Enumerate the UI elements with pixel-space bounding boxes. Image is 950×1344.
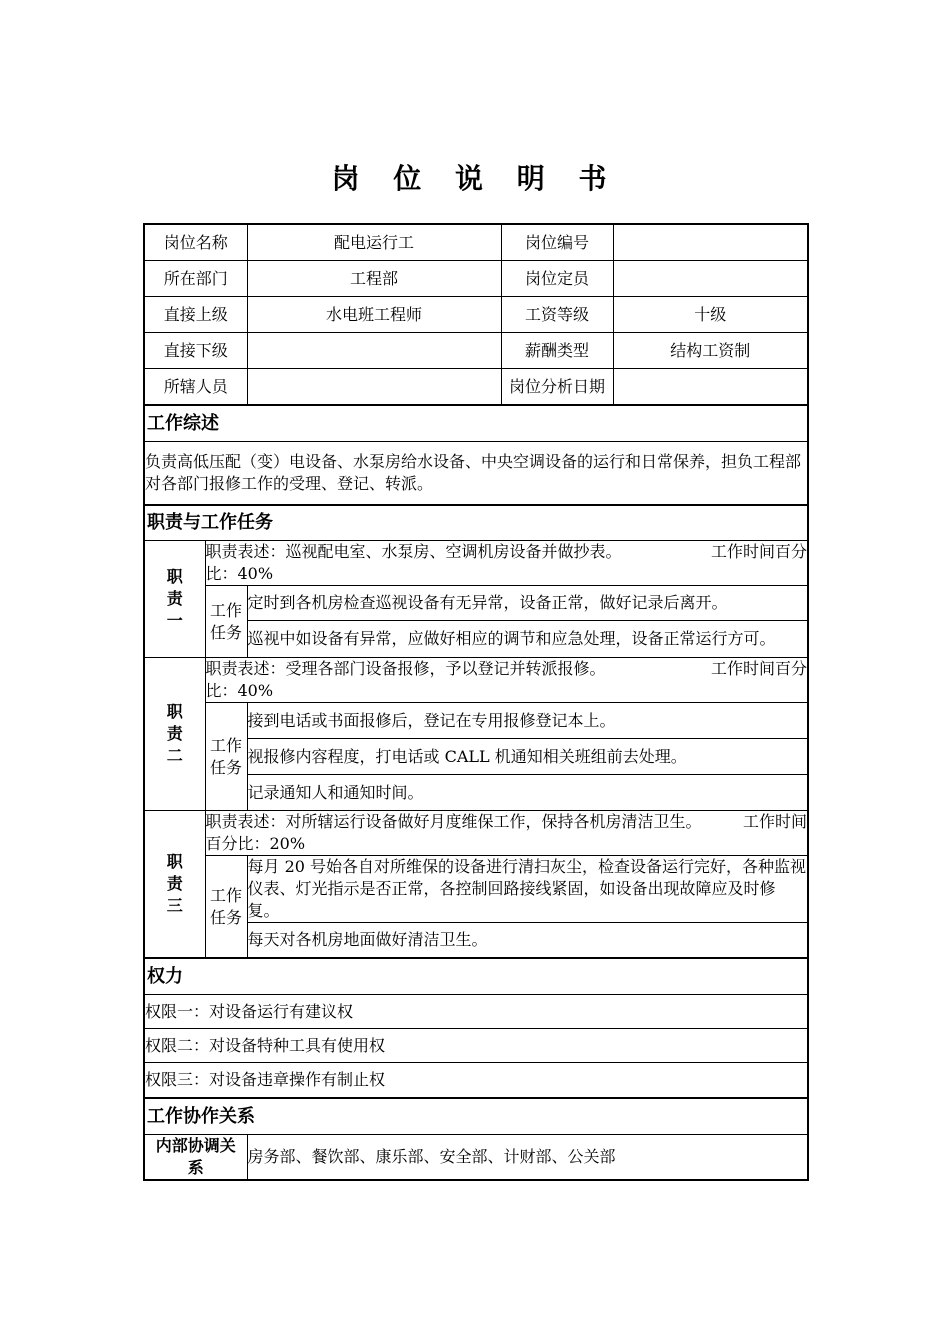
field-value: 结构工资制	[613, 333, 808, 369]
field-value	[247, 333, 501, 369]
basic-row	[144, 261, 808, 297]
section-heading-authority: 权力	[144, 958, 808, 995]
task-item: 视报修内容程度，打电话或 CALL 机通知相关班组前去处理。	[247, 739, 808, 775]
duty-row	[144, 658, 808, 703]
basic-row	[144, 297, 808, 333]
field-value	[613, 369, 808, 406]
field-label: 所辖人员	[144, 369, 247, 406]
task-item: 每天对各机房地面做好清洁卫生。	[247, 923, 808, 959]
field-value: 配电运行工	[247, 224, 501, 261]
field-label: 所在部门	[144, 261, 247, 297]
task-label: 工作 任务	[205, 586, 247, 658]
authority-item: 权限三：对设备违章操作有制止权	[144, 1063, 808, 1099]
section-heading-relations: 工作协作关系	[144, 1098, 808, 1135]
task-item: 接到电话或书面报修后，登记在专用报修登记本上。	[247, 703, 808, 739]
field-value	[613, 224, 808, 261]
task-label: 工作 任务	[205, 856, 247, 959]
duty-description: 职责表述：受理各部门设备报修，予以登记并转派报修。 工作时间百分 比：40%	[205, 658, 808, 703]
field-value: 工程部	[247, 261, 501, 297]
duty-label: 职 责 二	[144, 658, 205, 811]
authority-item: 权限一：对设备运行有建议权	[144, 995, 808, 1029]
field-label: 薪酬类型	[501, 333, 613, 369]
section-heading-summary: 工作综述	[144, 405, 808, 442]
section-heading-duties: 职责与工作任务	[144, 505, 808, 541]
field-label: 岗位名称	[144, 224, 247, 261]
internal-relations-value: 房务部、餐饮部、康乐部、安全部、计财部、公关部	[247, 1135, 808, 1181]
duty-description: 职责表述：巡视配电室、水泵房、空调机房设备并做抄表。 工作时间百分 比：40%	[205, 541, 808, 586]
page-title: 岗 位 说 明 书	[331, 162, 619, 195]
duty-row	[144, 541, 808, 586]
duty-label: 职 责 一	[144, 541, 205, 658]
authority-item: 权限二：对设备特种工具有使用权	[144, 1029, 808, 1063]
internal-relations-label: 内部协调关 系	[144, 1135, 247, 1181]
duty-description: 职责表述：对所辖运行设备做好月度维保工作，保持各机房清洁卫生。 工作时间 百分比：20%	[205, 811, 808, 856]
field-label: 岗位定员	[501, 261, 613, 297]
field-label: 岗位分析日期	[501, 369, 613, 406]
job-description-table	[143, 223, 809, 1181]
field-label: 岗位编号	[501, 224, 613, 261]
basic-row	[144, 369, 808, 406]
basic-row	[144, 333, 808, 369]
task-item: 定时到各机房检查巡视设备有无异常，设备正常，做好记录后离开。	[247, 586, 808, 621]
task-item: 记录通知人和通知时间。	[247, 775, 808, 811]
field-label: 工资等级	[501, 297, 613, 333]
basic-row	[144, 224, 808, 261]
task-item: 每月 20 号始各自对所维保的设备进行清扫灰尘，检查设备运行完好，各种监视仪表、灯光指示是否正常，各控制回路接线紧固，如设备出现故障应及时修复。	[247, 856, 808, 923]
field-label: 直接下级	[144, 333, 247, 369]
field-value: 水电班工程师	[247, 297, 501, 333]
task-label: 工作 任务	[205, 703, 247, 811]
field-value: 十级	[613, 297, 808, 333]
field-value	[613, 261, 808, 297]
duty-label: 职 责 三	[144, 811, 205, 959]
field-value	[247, 369, 501, 406]
duty-row	[144, 811, 808, 856]
task-item: 巡视中如设备有异常，应做好相应的调节和应急处理，设备正常运行方可。	[247, 621, 808, 658]
summary-text: 负责高低压配（变）电设备、水泵房给水设备、中央空调设备的运行和日常保养，担负工程部对各部门报修工作的受理、登记、转派。	[144, 442, 808, 506]
field-label: 直接上级	[144, 297, 247, 333]
